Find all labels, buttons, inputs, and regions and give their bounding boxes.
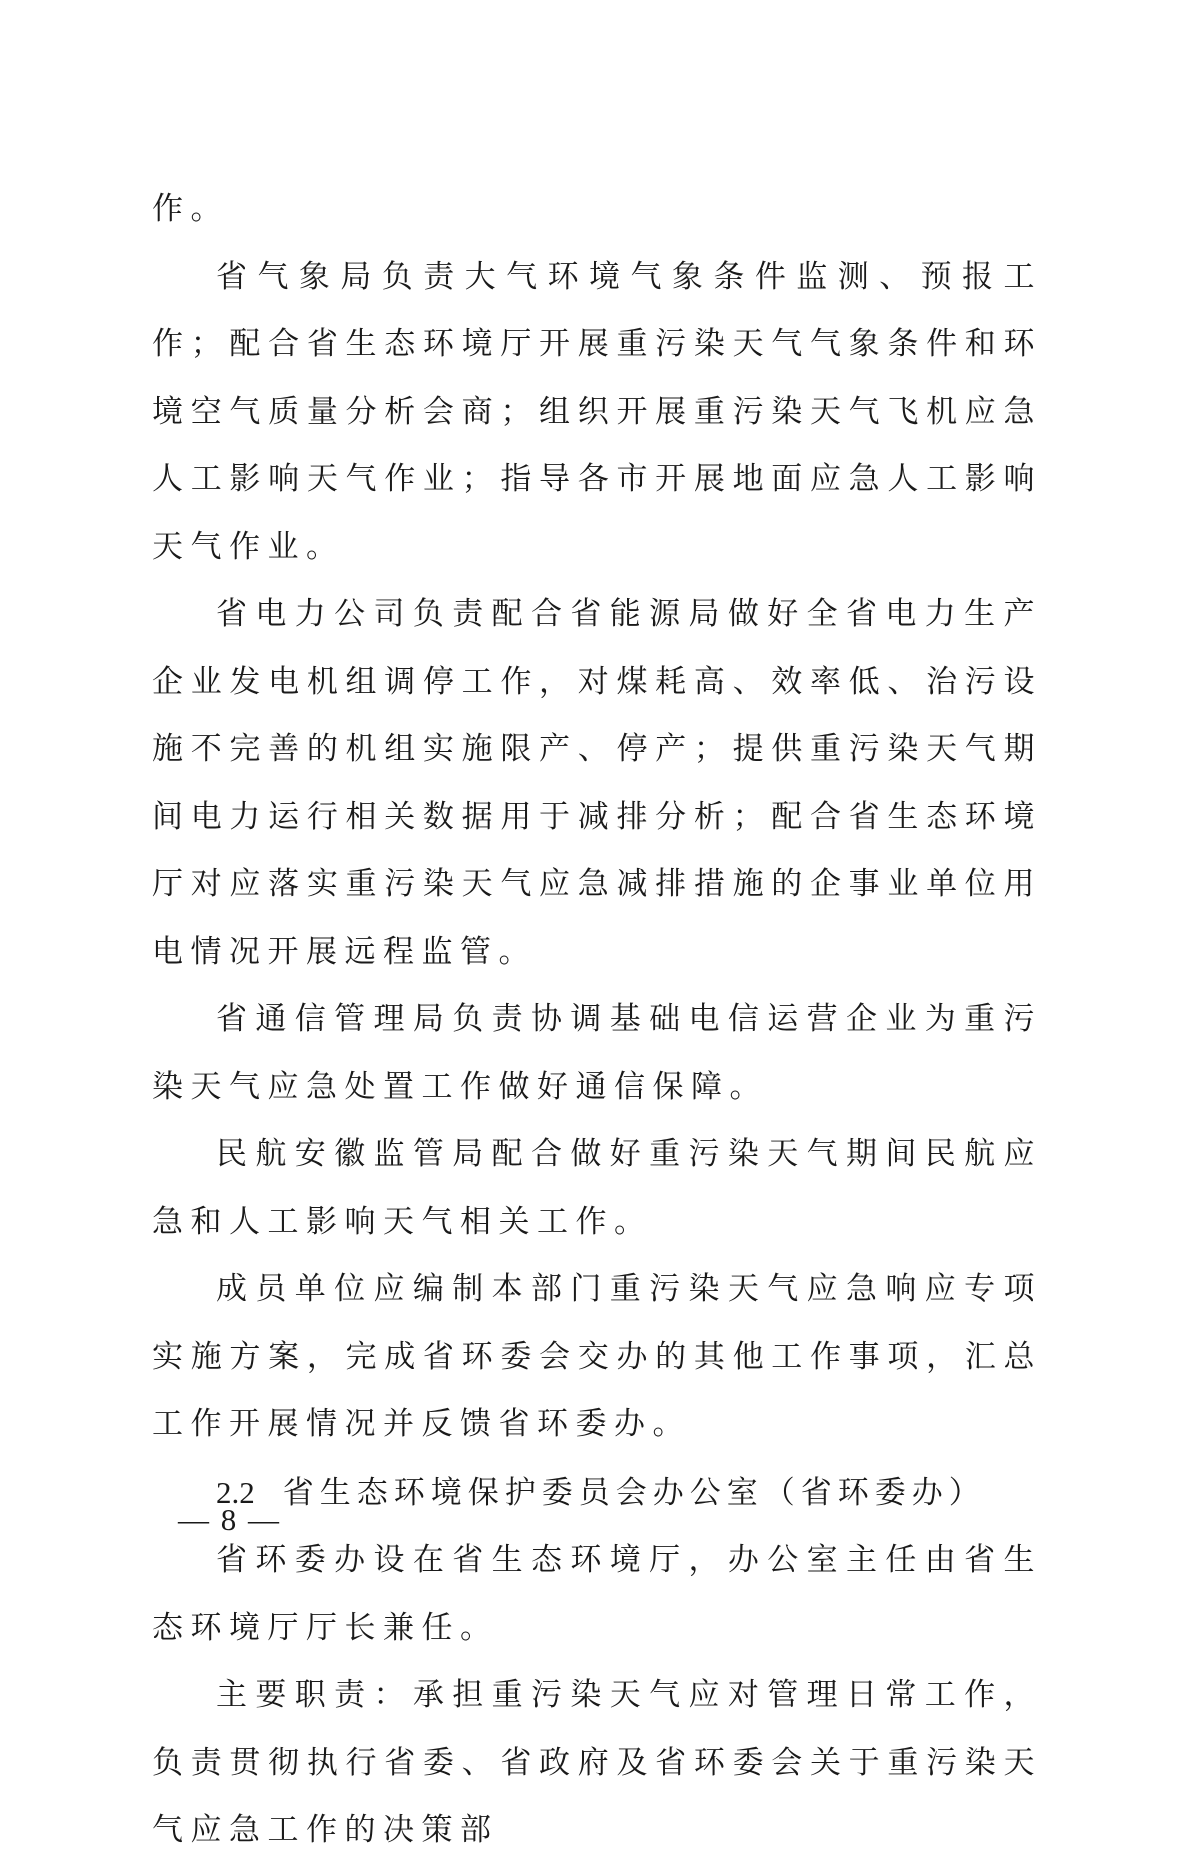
section-heading (152, 1459, 1042, 1528)
paragraph-civil-aviation: 民航安徽监管局配合做好重污染天气期间民航应急和人工影响天气相关工作。 (152, 1136, 1042, 1240)
paragraph-continuation: 作。 (152, 191, 229, 227)
document-body (152, 176, 1042, 1865)
section-number: 2.2 (216, 1474, 255, 1510)
paragraph-member-units: 成员单位应编制本部门重污染天气应急响应专项实施方案，完成省环委会交办的其他工作事项，汇总工作开展情况并反馈省环委办。 (152, 1271, 1042, 1442)
paragraph-office-location: 省环委办设在省生态环境厅，办公室主任由省生态环境厅厅长兼任。 (152, 1542, 1042, 1646)
section-title: 省生态环境保护委员会办公室（省环委办） (282, 1474, 986, 1511)
paragraph-meteorological-bureau: 省气象局负责大气环境气象条件监测、预报工作；配合省生态环境厅开展重污染天气气象条件和环境空气质量分析会商；组织开展重污染天气飞机应急人工影响天气作业；指导各市开展地面应急人工影响天气作业。 (152, 258, 1042, 565)
paragraph-main-duties: 主要职责：承担重污染天气应对管理日常工作，负责贯彻执行省委、省政府及省环委会关于重污染天气应急工作的决策部 (152, 1677, 1042, 1848)
paragraph-power-company: 省电力公司负责配合省能源局做好全省电力生产企业发电机组调停工作，对煤耗高、效率低、治污设施不完善的机组实施限产、停产；提供重污染天气期间电力运行相关数据用于减排分析；配合省生态环境厅对应落实重污染天气应急减排措施的企事业单位用电情况开展远程监管。 (152, 596, 1042, 970)
paragraph-communications-bureau: 省通信管理局负责协调基础电信运营企业为重污染天气应急处置工作做好通信保障。 (152, 1001, 1042, 1105)
page-number: — 8 — (178, 1502, 281, 1537)
